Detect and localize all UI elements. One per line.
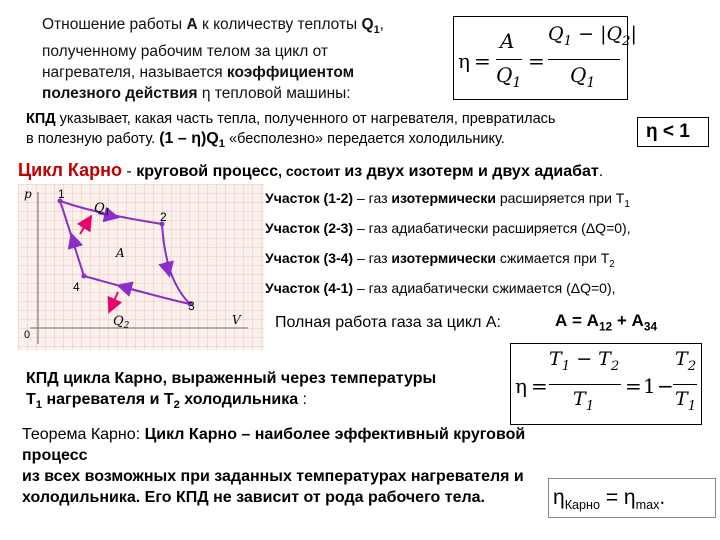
t-sub: 1 (687, 398, 697, 414)
carnot-desc: из двух изотерм и двух адиабат (344, 163, 599, 180)
label-p-axis: p (24, 187, 32, 201)
minus-sign: − (576, 348, 593, 370)
equals-sign: = (625, 374, 642, 398)
total-work-formula (555, 311, 657, 333)
q-subscript: 1 (512, 75, 522, 91)
total-work-text: Полная работа газа за цикл А: (275, 314, 501, 331)
q-symbol: Q (496, 63, 513, 87)
fraction-numerator (548, 23, 637, 49)
label-origin: 0 (24, 329, 31, 341)
kpd-text: указывает, какая часть тепла, полученного от нагревателя, превратилась (55, 111, 556, 127)
t-sub: 1 (585, 398, 595, 414)
max-efficiency-formula (553, 486, 665, 512)
q-subscript: 1 (563, 33, 573, 49)
minus-sign: − (657, 374, 674, 398)
label-point-2: 2 (160, 210, 167, 224)
step-3 (265, 250, 615, 270)
t-symbol: T (675, 348, 688, 370)
kpd2-text: КПД цикла Карно (26, 370, 163, 387)
eta-sub: max (635, 498, 660, 513)
eta-symbol: η (458, 49, 470, 73)
equals-sign: = (528, 49, 545, 73)
t-symbol: T (598, 348, 611, 370)
kpd-text: «бесполезно» передается холодильнику. (224, 131, 505, 147)
theorem-label: Теорема Карно: (22, 426, 145, 443)
t-symbol: T (573, 388, 586, 410)
fraction-numerator (549, 348, 619, 374)
t-sub: 2 (610, 358, 620, 374)
loss-expression: (1 – η)Q (159, 130, 219, 147)
kpd2-sub: 1 (35, 399, 43, 412)
total-sub: 12 (598, 319, 613, 334)
carnot-pv-diagram (18, 184, 264, 350)
t-symbol: T (549, 348, 562, 370)
max-efficiency-box (548, 478, 716, 518)
intro-text: η тепловой машины: (197, 85, 351, 103)
carnot-formula-box (510, 343, 702, 425)
label-point-3: 3 (188, 299, 195, 313)
abs-bar: | (630, 23, 637, 45)
kpd2-sub: 2 (173, 399, 180, 412)
t-sub: 1 (561, 358, 571, 374)
theorem-text: из всех возможных при заданных температурах нагревателя и (22, 468, 524, 485)
work-symbol: А (186, 16, 198, 33)
label-point-4: 4 (73, 280, 80, 294)
step-text: – газ (353, 190, 392, 206)
equals-eta: = η (600, 486, 636, 509)
step-text: расширяется при Т (495, 190, 625, 206)
t-sub: 2 (687, 358, 697, 374)
step-1 (265, 190, 630, 210)
dot: . (659, 486, 666, 509)
step-label: Участок (4-1) (265, 280, 354, 296)
graph-grid (18, 184, 264, 350)
kpd-text: в полезную работу. (26, 131, 160, 147)
kpd2-text: Т (26, 391, 36, 408)
fraction-numerator (675, 348, 696, 374)
comma: , (379, 16, 384, 33)
fraction-bar (496, 59, 522, 60)
step-label: Участок (1-2) (265, 190, 354, 206)
intro-paragraph (42, 14, 442, 104)
fraction-denominator (570, 63, 595, 91)
step-subscript: 2 (609, 258, 615, 270)
q-symbol: |Q (600, 23, 623, 45)
fraction-denominator (675, 388, 696, 414)
inequality-box (637, 117, 709, 147)
equals-sign: = (474, 49, 491, 73)
label-work-area: A (116, 246, 125, 260)
intro-text: Отношение работы (42, 16, 187, 33)
dot: . (598, 163, 604, 180)
step-process: изотермически (391, 190, 496, 206)
carnot-desc: круговой процесс (136, 163, 279, 180)
loss-subscript: 1 (218, 138, 225, 151)
carnot-desc: , состоит (278, 163, 345, 179)
q-symbol: Q (548, 23, 564, 45)
dash: - (121, 163, 137, 180)
total-part: А = А (555, 311, 599, 330)
eta-sub: Карно (564, 498, 600, 513)
q-subscript: 2 (622, 33, 631, 49)
step-text: сжимается при Т (495, 250, 610, 266)
total-part: + А (612, 311, 644, 330)
kpd2-text: нагревателя и Т (42, 391, 174, 408)
theorem-text: холодильника. Его КПД не зависит от рода рабочего тела. (22, 489, 485, 506)
eta-symbol: η (553, 486, 565, 509)
eta-symbol: η (515, 374, 527, 398)
carnot-heading (18, 160, 708, 181)
total-sub: 34 (643, 319, 658, 334)
fraction-denominator (573, 388, 594, 414)
fraction-denominator (496, 63, 521, 91)
step-label: Участок (2-3) (265, 220, 354, 236)
step-text: – газ адиабатически сжимается (ΔQ=0), (353, 280, 616, 296)
efficiency-formula-box (453, 16, 637, 100)
one: 1 (643, 374, 656, 398)
pv-graph (18, 184, 264, 350)
carnot-theorem (22, 424, 542, 508)
q-symbol: Q (570, 63, 587, 87)
minus-sign: − (578, 23, 595, 45)
efficiency-inequality: η < 1 (646, 121, 690, 142)
fraction-bar (673, 384, 697, 385)
intro-text: нагревателя, называется (42, 64, 227, 82)
fraction-bar (548, 59, 620, 60)
point-4 (82, 274, 87, 279)
step-text: – газ (353, 250, 392, 266)
fraction-numerator: A (500, 29, 515, 53)
q-subscript: 1 (586, 75, 596, 91)
intro-text: к количеству теплоты (197, 16, 362, 33)
fraction-bar (549, 384, 621, 385)
label-q1: $Q_1$ (94, 201, 111, 218)
carnot-title: Цикл Карно (18, 160, 122, 180)
intro-text: полученному рабочим телом за цикл от (42, 43, 328, 61)
carnot-kpd-text (26, 368, 496, 416)
efficiency-term: коэффициентом (226, 64, 355, 82)
step-subscript: 1 (624, 198, 630, 210)
step-2 (265, 220, 631, 236)
efficiency-term: полезного действия (42, 85, 198, 103)
kpd2-text: , выраженный через температуры (162, 370, 437, 387)
heat-subscript: 1 (373, 24, 380, 37)
kpd-paragraph (26, 110, 626, 154)
step-4 (265, 280, 616, 296)
kpd-label: КПД (26, 111, 56, 127)
heat-symbol: Q (361, 16, 374, 33)
label-v-axis: V (232, 313, 241, 327)
theorem-text: Цикл Карно – наиболее эффективный круговой процесс (22, 426, 526, 464)
t-symbol: T (675, 388, 688, 410)
label-q2: $Q_2$ (113, 314, 130, 331)
kpd2-text: : (298, 391, 307, 408)
step-text: – газ адиабатически расширяется (ΔQ=0), (353, 220, 631, 236)
label-point-1: 1 (58, 187, 65, 201)
equals-sign: = (531, 374, 548, 398)
step-process: изотермически (391, 250, 496, 266)
step-label: Участок (3-4) (265, 250, 354, 266)
kpd2-text: холодильника (179, 391, 299, 408)
